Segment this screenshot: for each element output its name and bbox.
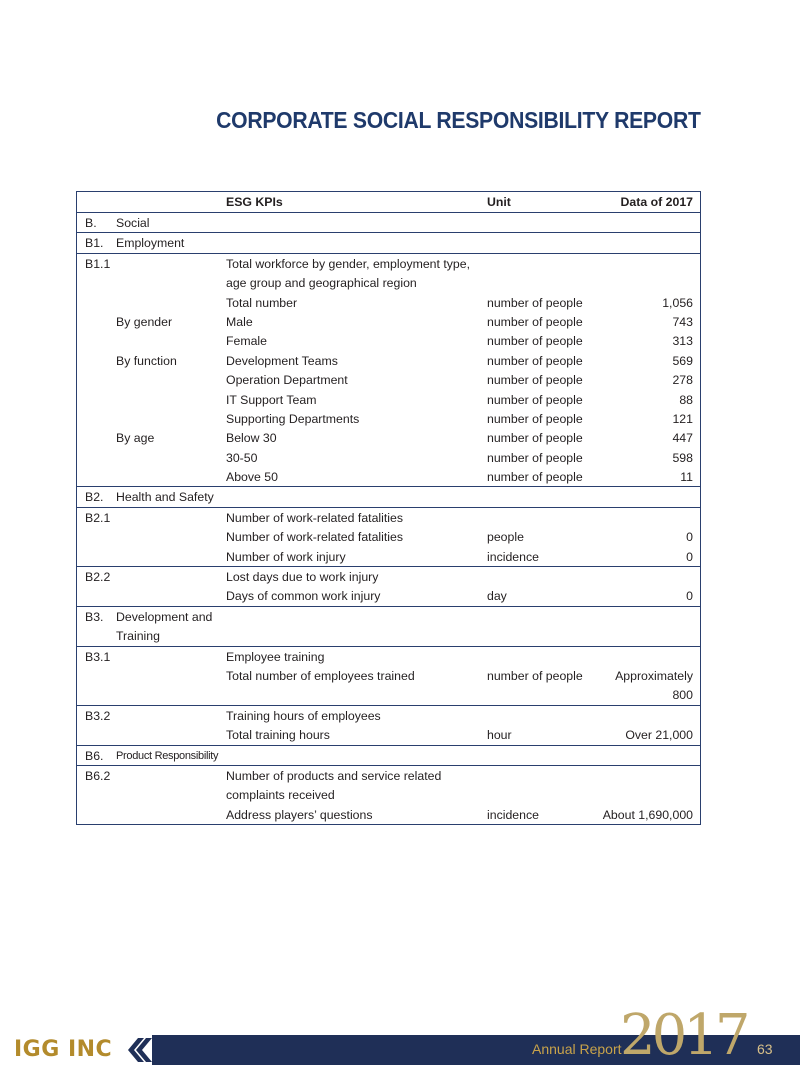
row-value: 88 [679, 392, 693, 407]
table-row [77, 626, 700, 645]
row-unit: number of people [487, 353, 583, 368]
row-unit: number of people [487, 392, 583, 407]
row-kpi: IT Support Team [226, 392, 317, 407]
row-kpi: Number of work-related fatalities [226, 510, 404, 525]
row-kpi: Male [226, 314, 253, 329]
table-row [77, 448, 700, 467]
row-unit: number of people [487, 295, 583, 310]
row-value: 598 [672, 450, 693, 465]
table-row [77, 507, 700, 527]
row-code: B. [85, 216, 97, 230]
table-row [77, 428, 700, 447]
row-value: 1,056 [662, 295, 693, 310]
row-kpi: Total training hours [226, 728, 330, 743]
table-row [77, 232, 700, 252]
table-row [77, 685, 700, 704]
row-code: B3.1 [85, 649, 111, 664]
row-unit: number of people [487, 668, 583, 683]
table-row [77, 805, 700, 824]
row-section: Health and Safety [116, 490, 214, 505]
column-header-unit: Unit [487, 195, 511, 209]
row-kpi: Below 30 [226, 431, 277, 446]
row-unit: incidence [487, 549, 539, 564]
row-value: 313 [672, 334, 693, 349]
row-unit: number of people [487, 411, 583, 426]
row-kpi: Development Teams [226, 353, 338, 368]
row-kpi: complaints received [226, 788, 335, 803]
column-header-value: Data of 2017 [620, 195, 693, 209]
row-value: Over 21,000 [625, 728, 693, 743]
row-value: 569 [672, 353, 693, 368]
row-section: Development and [116, 609, 213, 624]
row-unit: day [487, 589, 507, 604]
table-row [77, 527, 700, 546]
table-row [77, 212, 700, 232]
row-kpi: Days of common work injury [226, 589, 381, 604]
table-row [77, 646, 700, 666]
row-code: B3.2 [85, 708, 111, 723]
row-section: Employment [116, 236, 185, 251]
row-value: About 1,690,000 [602, 807, 693, 822]
row-unit: number of people [487, 431, 583, 446]
table-row [77, 253, 700, 273]
row-unit: number of people [487, 334, 583, 349]
row-code: B2.2 [85, 570, 111, 585]
row-kpi: Total workforce by gender, employment type, [226, 256, 471, 271]
table-row [77, 486, 700, 506]
row-unit: number of people [487, 373, 583, 388]
row-kpi: Number of work-related fatalities [226, 530, 404, 545]
row-kpi: Number of work injury [226, 549, 346, 564]
page-number: 63 [757, 1041, 773, 1057]
table-row [77, 765, 700, 785]
table-row [77, 705, 700, 725]
row-kpi: 30-50 [226, 450, 258, 465]
table-row [77, 312, 700, 331]
row-section: Social [116, 216, 150, 230]
table-row [77, 666, 700, 685]
row-unit: hour [487, 728, 512, 743]
table-row [77, 293, 700, 312]
row-kpi: Operation Department [226, 373, 348, 388]
row-category: By age [116, 431, 155, 446]
double-chevron-left-icon [126, 1036, 152, 1064]
row-value: 800 [672, 688, 693, 703]
row-kpi: Supporting Departments [226, 411, 360, 426]
row-section: Training [116, 629, 160, 644]
esg-kpi-table [76, 191, 701, 825]
row-value: 0 [686, 589, 693, 604]
table-row [77, 566, 700, 586]
row-kpi: Training hours of employees [226, 708, 381, 723]
row-category: By gender [116, 314, 173, 329]
row-code: B1. [85, 236, 104, 251]
row-unit: number of people [487, 450, 583, 465]
row-code: B2.1 [85, 510, 111, 525]
table-body [77, 212, 700, 824]
annual-report-label: Annual Report [532, 1041, 622, 1057]
row-code: B6. [85, 748, 104, 763]
row-kpi: age group and geographical region [226, 276, 417, 291]
table-row [77, 467, 700, 486]
table-row [77, 586, 700, 605]
table-row [77, 273, 700, 292]
page-title: CORPORATE SOCIAL RESPONSIBILITY REPORT [216, 107, 701, 133]
report-year: 2017 [620, 1003, 747, 1068]
row-code: B6.2 [85, 768, 111, 783]
row-kpi: Total number of employees trained [226, 668, 415, 683]
row-value: 743 [672, 314, 693, 329]
row-code: B2. [85, 490, 104, 505]
column-header-kpi: ESG KPIs [226, 195, 283, 209]
row-value: 121 [672, 411, 693, 426]
row-kpi: Employee training [226, 649, 325, 664]
row-code: B1.1 [85, 256, 111, 271]
row-section: Product Responsibility [116, 749, 219, 762]
table-row [77, 606, 700, 626]
row-kpi: Address players’ questions [226, 807, 373, 822]
row-unit: number of people [487, 470, 583, 485]
table-row [77, 547, 700, 566]
table-row [77, 331, 700, 350]
row-category: By function [116, 353, 177, 368]
company-logo: IGG INC [14, 1037, 113, 1062]
table-row [77, 370, 700, 389]
row-code: B3. [85, 609, 104, 624]
row-unit: number of people [487, 314, 583, 329]
table-row [77, 745, 700, 765]
row-unit: incidence [487, 807, 539, 822]
table-row [77, 390, 700, 409]
table-row [77, 351, 700, 370]
table-row [77, 785, 700, 804]
table-header-row [77, 192, 700, 212]
table-row [77, 725, 700, 744]
row-kpi: Female [226, 334, 268, 349]
row-value: 447 [672, 431, 693, 446]
row-value: Approximately [615, 668, 693, 683]
row-value: 11 [680, 470, 693, 485]
row-kpi: Number of products and service related [226, 768, 442, 783]
row-value: 0 [686, 530, 693, 545]
row-kpi: Lost days due to work injury [226, 570, 379, 585]
row-kpi: Total number [226, 295, 298, 310]
row-unit: people [487, 530, 524, 545]
table-row [77, 409, 700, 428]
row-value: 0 [686, 549, 693, 564]
row-kpi: Above 50 [226, 470, 278, 485]
row-value: 278 [672, 373, 693, 388]
